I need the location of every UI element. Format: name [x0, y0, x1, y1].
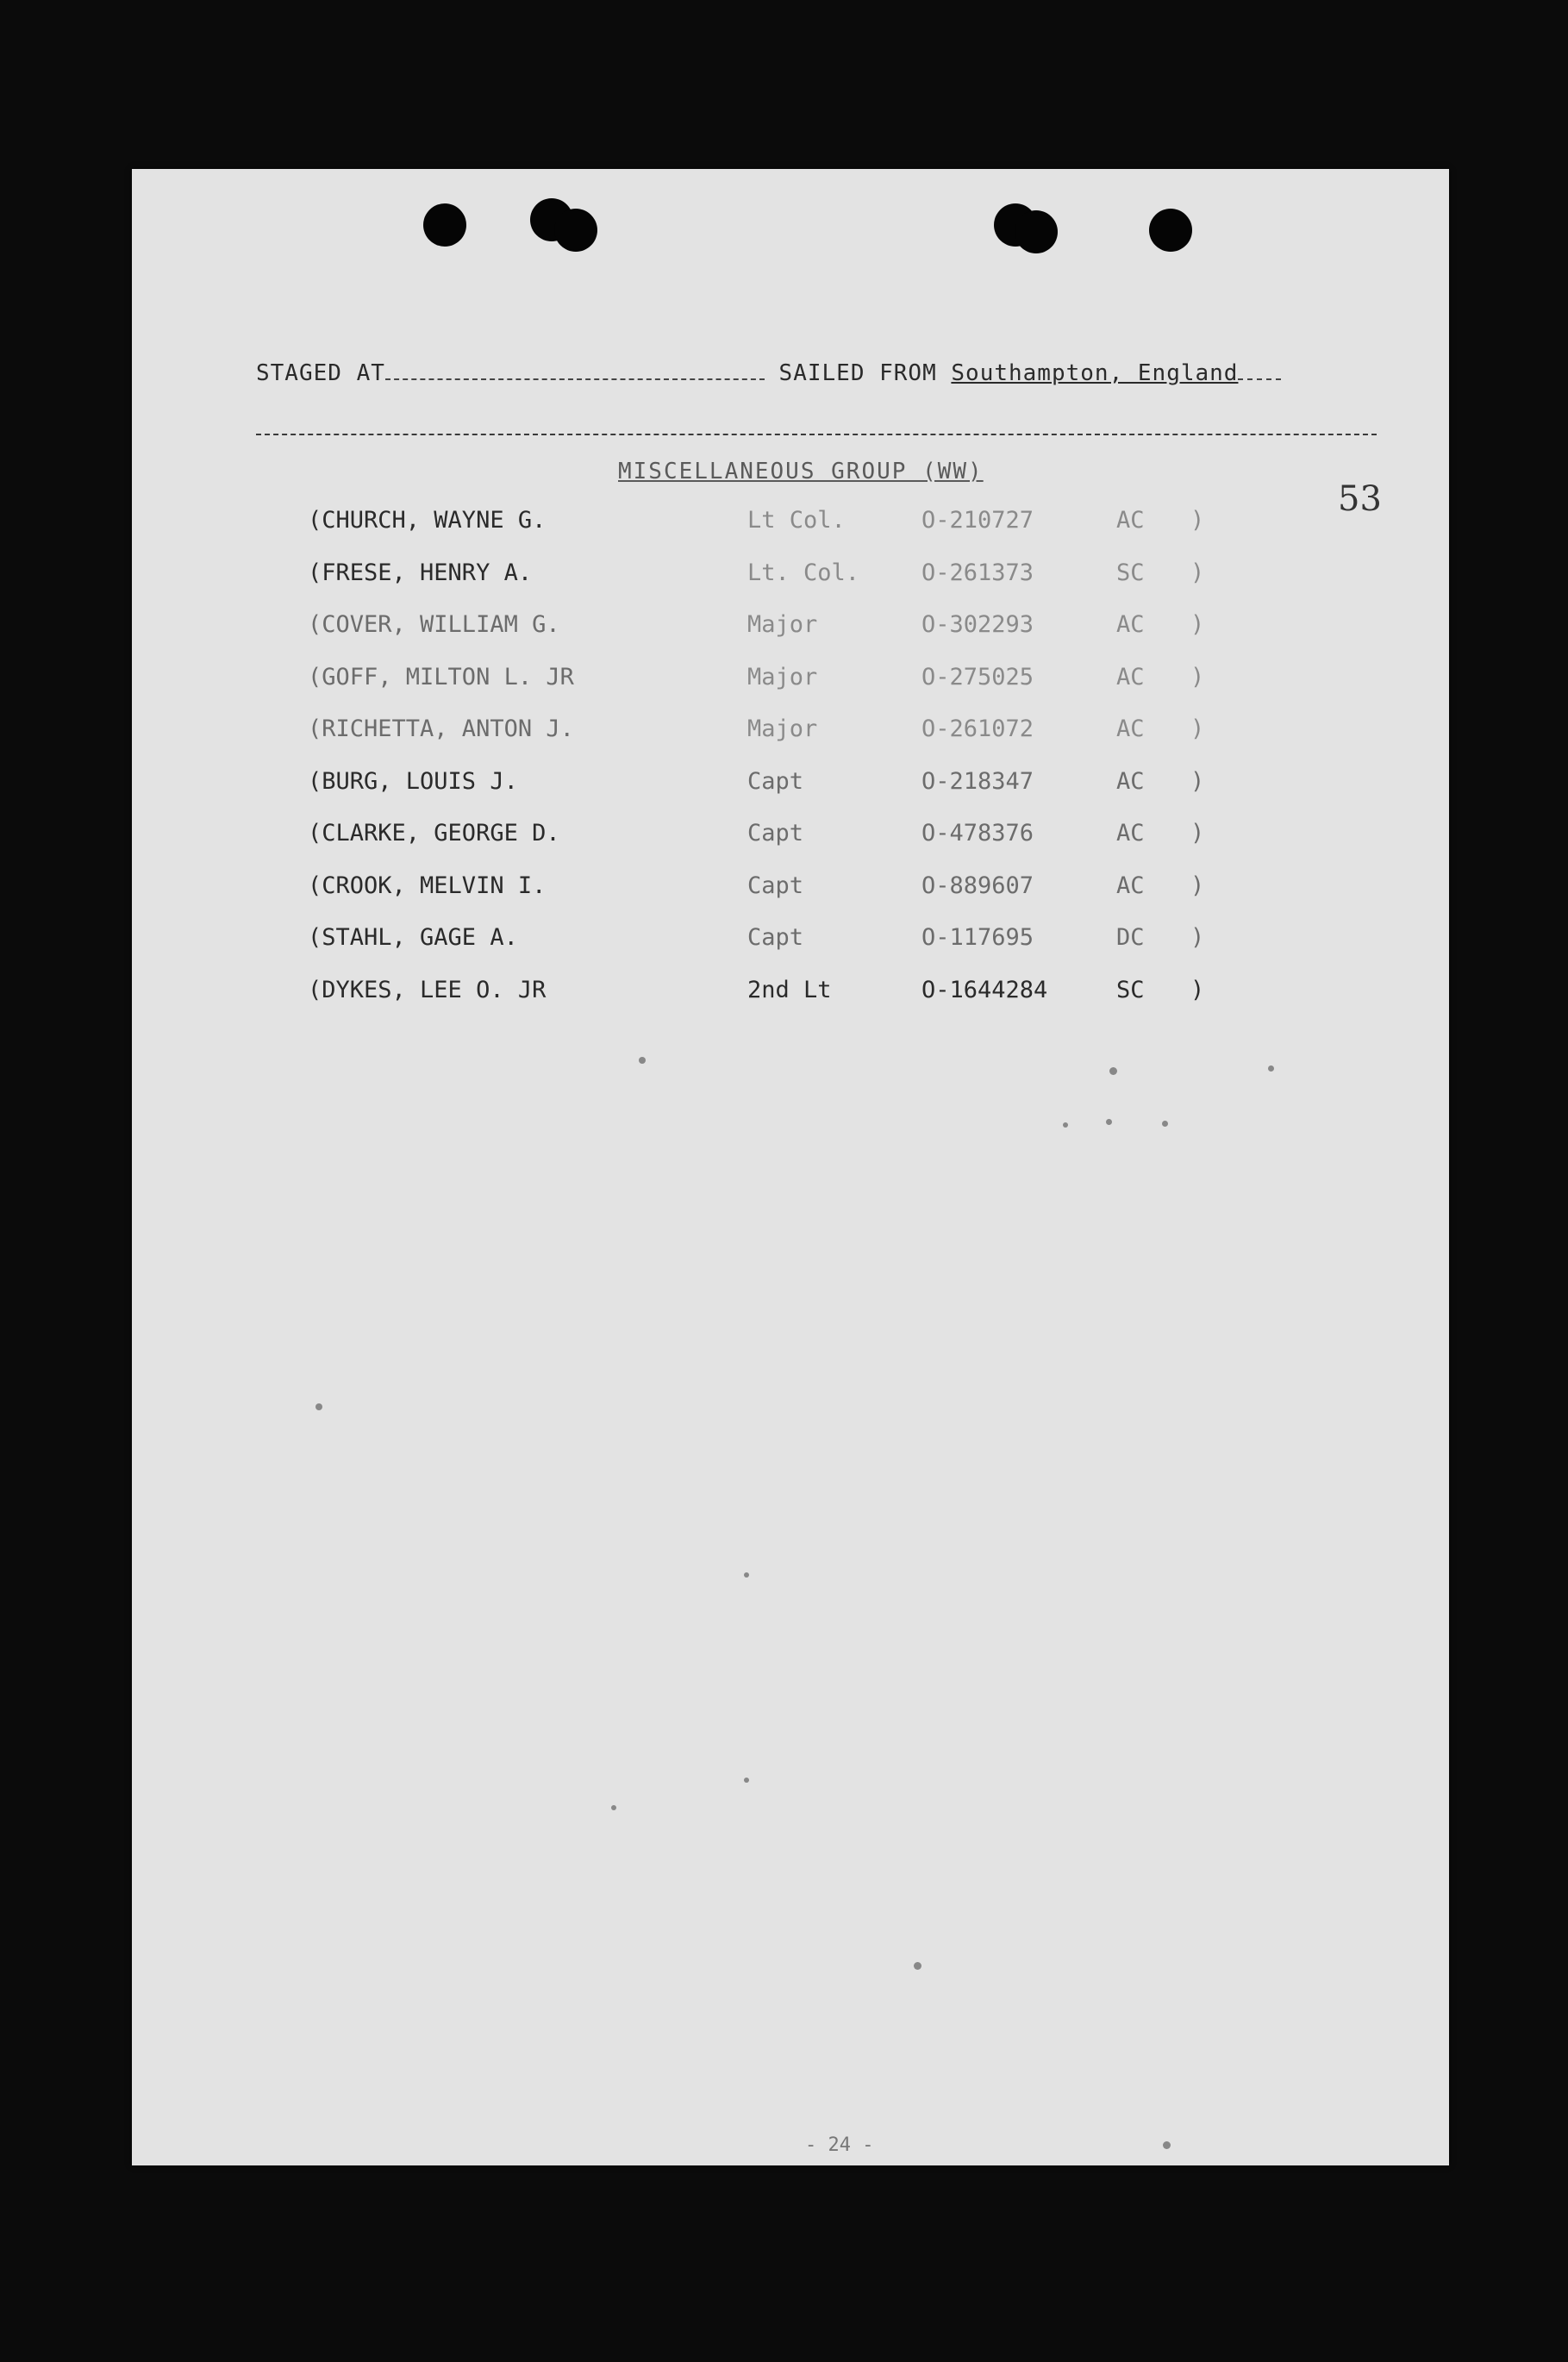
- staged-blank: [385, 375, 765, 380]
- roster-paren: ): [1190, 559, 1205, 586]
- roster-name: (BURG, LOUIS J.: [308, 767, 518, 795]
- roster-name: (CROOK, MELVIN I.: [308, 872, 547, 899]
- scan-speck: [1106, 1119, 1112, 1125]
- roster-paren: ): [1190, 924, 1205, 951]
- scan-speck: [611, 1805, 616, 1810]
- scan-speck: [1268, 1065, 1274, 1072]
- roster-paren: ): [1190, 976, 1205, 1003]
- roster-row: [308, 664, 1342, 716]
- roster-branch: AC: [1116, 663, 1145, 690]
- scan-speck: [1162, 1121, 1168, 1127]
- roster-name: (CHURCH, WAYNE G.: [308, 507, 547, 534]
- roster-row: [308, 820, 1342, 872]
- scan-speck: [1163, 2141, 1171, 2149]
- roster-branch: AC: [1116, 715, 1145, 742]
- sailed-label: SAILED FROM: [778, 360, 937, 386]
- header-line: [256, 360, 1281, 386]
- roster-rank: Major: [747, 663, 818, 690]
- divider-rule: [256, 434, 1377, 435]
- punch-hole: [423, 203, 466, 247]
- scan-speck: [914, 1962, 921, 1970]
- punch-hole: [1149, 209, 1192, 252]
- roster-branch: AC: [1116, 872, 1145, 899]
- roster-row: [308, 507, 1342, 559]
- roster-branch: SC: [1116, 559, 1145, 586]
- roster-name: (RICHETTA, ANTON J.: [308, 715, 574, 742]
- roster-paren: ): [1190, 507, 1205, 534]
- roster-paren: ): [1190, 715, 1205, 742]
- section-title: MISCELLANEOUS GROUP (WW): [618, 459, 984, 484]
- roster-name: (GOFF, MILTON L. JR: [308, 663, 574, 690]
- roster-row: [308, 977, 1342, 1029]
- roster-serial: O-889607: [921, 872, 1034, 899]
- roster-paren: ): [1190, 767, 1205, 795]
- roster-serial: O-210727: [921, 507, 1034, 534]
- roster-paren: ): [1190, 872, 1205, 899]
- roster-branch: AC: [1116, 767, 1145, 795]
- roster-rank: Major: [747, 611, 818, 638]
- roster-serial: O-478376: [921, 820, 1034, 847]
- roster-paren: ): [1190, 820, 1205, 847]
- scan-speck: [1109, 1067, 1117, 1075]
- roster-row: [308, 924, 1342, 977]
- roster-branch: AC: [1116, 611, 1145, 638]
- page-number: 53: [1338, 479, 1382, 519]
- roster-serial: O-302293: [921, 611, 1034, 638]
- staged-label: STAGED AT: [256, 360, 385, 386]
- roster-name: (COVER, WILLIAM G.: [308, 611, 560, 638]
- roster-paren: ): [1190, 663, 1205, 690]
- roster-table: [308, 507, 1342, 1028]
- punch-hole: [554, 209, 597, 252]
- roster-branch: AC: [1116, 507, 1145, 534]
- roster-serial: O-1644284: [921, 976, 1048, 1003]
- scan-speck: [744, 1778, 749, 1783]
- roster-serial: O-275025: [921, 663, 1034, 690]
- document-page: [132, 169, 1449, 2165]
- roster-branch: AC: [1116, 820, 1145, 847]
- roster-rank: Capt: [747, 872, 804, 899]
- scan-speck: [744, 1572, 749, 1578]
- punch-hole: [1015, 210, 1058, 253]
- roster-serial: O-261072: [921, 715, 1034, 742]
- roster-row: [308, 872, 1342, 925]
- roster-row: [308, 559, 1342, 612]
- roster-serial: O-117695: [921, 924, 1034, 951]
- roster-branch: SC: [1116, 976, 1145, 1003]
- scan-speck: [1063, 1122, 1068, 1128]
- roster-rank: Lt. Col.: [747, 559, 860, 586]
- sailed-value: Southampton, England: [951, 360, 1239, 386]
- scan-speck: [315, 1403, 322, 1410]
- roster-name: (FRESE, HENRY A.: [308, 559, 533, 586]
- roster-rank: Capt: [747, 924, 804, 951]
- roster-rank: Capt: [747, 820, 804, 847]
- roster-name: (STAHL, GAGE A.: [308, 924, 518, 951]
- scan-speck: [639, 1057, 646, 1064]
- roster-paren: ): [1190, 611, 1205, 638]
- roster-name: (CLARKE, GEORGE D.: [308, 820, 560, 847]
- roster-rank: Major: [747, 715, 818, 742]
- roster-row: [308, 768, 1342, 821]
- roster-branch: DC: [1116, 924, 1145, 951]
- roster-rank: Lt Col.: [747, 507, 846, 534]
- roster-serial: O-218347: [921, 767, 1034, 795]
- roster-rank: 2nd Lt: [747, 976, 832, 1003]
- roster-serial: O-261373: [921, 559, 1034, 586]
- roster-rank: Capt: [747, 767, 804, 795]
- roster-row: [308, 611, 1342, 664]
- roster-row: [308, 715, 1342, 768]
- roster-name: (DYKES, LEE O. JR: [308, 976, 547, 1003]
- page-footer: - 24 -: [805, 2134, 874, 2156]
- sailed-blank: [1238, 375, 1281, 380]
